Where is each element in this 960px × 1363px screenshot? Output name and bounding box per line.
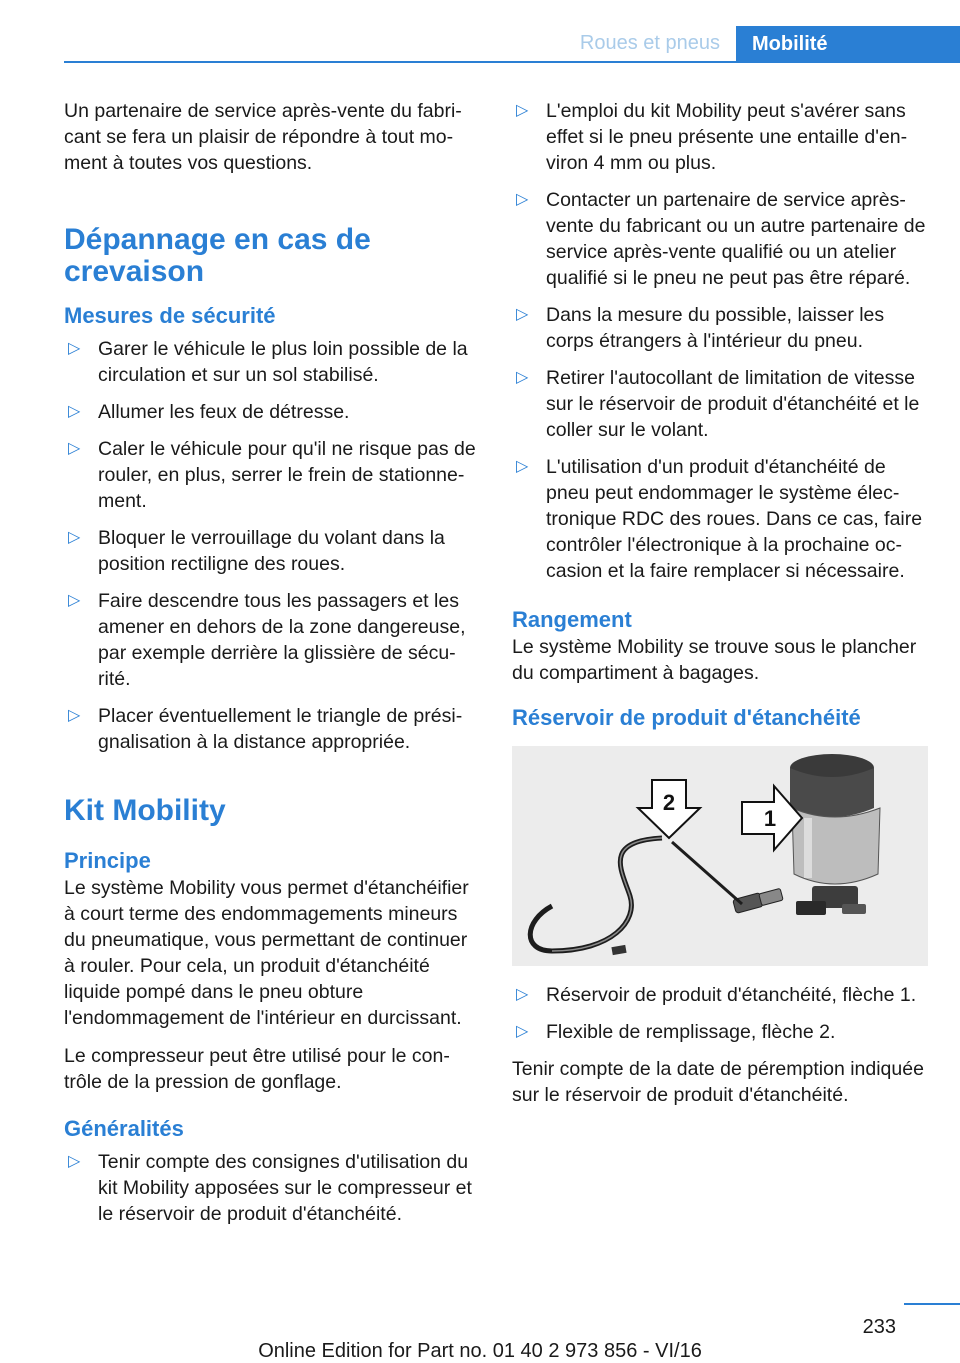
bullet-triangle-icon: ▷ <box>68 529 81 546</box>
principe-paragraph-2: Le compresseur peut être utilisé pour le contrôle de la pression de gonflage. <box>64 1045 450 1093</box>
page-number: 233 <box>862 1316 896 1338</box>
hose-connector-icon <box>672 842 783 913</box>
chapter-tab-mobilite[interactable]: Mobilité <box>736 26 960 62</box>
heading-kit-mobility: Kit Mobility <box>64 794 226 827</box>
list-item: ▷ Dans la mesure du possible, laisser les corps étrangers à l'intérieur du pneu. <box>516 304 885 352</box>
list-item: ▷ Tenir compte des consignes d'utilisation du kit Mobility apposées sur le compresseur et le réservoir de produit d'étanchéité. <box>68 1151 472 1225</box>
list-item: ▷ Caler le véhicule pour qu'il ne risque pas de rouler, en plus, serrer le frein de stationnement. <box>68 438 476 512</box>
bullet-triangle-icon: ▷ <box>516 458 529 475</box>
bullet-triangle-icon: ▷ <box>68 403 81 420</box>
bullet-triangle-icon: ▷ <box>68 1153 81 1170</box>
left-column <box>64 98 480 1238</box>
list-item: ▷ Réservoir de produit d'étanchéité, flèche 1. <box>516 984 917 1006</box>
heading-depannage: Dépannage en cas de crevaison <box>64 223 371 288</box>
arrow-1-label: 1 <box>763 806 777 831</box>
reservoir-bottle-icon <box>790 754 880 915</box>
running-header <box>0 0 960 62</box>
heading-mesures-securite: Mesures de sécurité <box>64 303 276 328</box>
bullet-triangle-icon: ▷ <box>516 1023 529 1040</box>
sealant-reservoir-figure <box>512 746 928 966</box>
list-item: ▷ Allumer les feux de détresse. <box>68 401 350 423</box>
heading-reservoir: Réservoir de produit d'étanchéité <box>512 705 861 730</box>
chapter-tab-roues-et-pneus[interactable]: Roues et pneus <box>579 32 720 54</box>
sealant-kit-illustration <box>512 746 928 966</box>
bullet-triangle-icon: ▷ <box>516 369 529 386</box>
securite-list <box>64 336 480 755</box>
bullet-triangle-icon: ▷ <box>68 707 81 724</box>
rangement-paragraph: Le système Mobility se trouve sous le plancher du compartiment à bagages. <box>512 636 917 684</box>
generalites-list <box>64 1149 480 1227</box>
arrow-2-label: 2 <box>662 790 676 815</box>
arrow-2-icon <box>638 780 700 838</box>
principe-paragraph-1: Le système Mobility vous permet d'étanchéifier à court terme des endommagements mineurs du pneumatique, vous permettant de continuer à rouler. Pour cela, un produit d'étanchéité liquide pompé dans le pneu obture l'endommagement de l'intérieur en durcissant. <box>64 877 469 1029</box>
bullet-triangle-icon: ▷ <box>68 592 81 609</box>
list-item: ▷ Faire descendre tous les passagers et les amener en dehors de la zone dangereuse, par exemple derrière la glissière de sécurité. <box>68 590 466 690</box>
heading-generalites: Généralités <box>64 1116 184 1141</box>
bullet-triangle-icon: ▷ <box>68 440 81 457</box>
reservoir-list <box>512 982 928 1045</box>
list-item: ▷ Bloquer le verrouillage du volant dans la position rectiligne des roues. <box>68 527 445 575</box>
list-item: ▷ Flexible de remplissage, flèche 2. <box>516 1021 836 1043</box>
edition-footer: Online Edition for Part no. 01 40 2 973 856 - VI/16 <box>258 1340 702 1362</box>
hose-icon <box>530 838 662 951</box>
general-items-continued-list <box>512 98 928 584</box>
list-item: ▷ Placer éventuellement le triangle de présignalisation à la distance appropriée. <box>68 705 463 753</box>
footer-rule <box>904 1303 960 1305</box>
bullet-triangle-icon: ▷ <box>516 191 529 208</box>
list-item: ▷ L'emploi du kit Mobility peut s'avérer sans effet si le pneu présente une entaille d'environ 4 mm ou plus. <box>516 100 908 174</box>
list-item: ▷ Contacter un partenaire de service après-vente du fabricant ou un autre partenaire de service après-vente qualifié ou un atelier qualifié si le pneu ne peut pas être réparé. <box>516 189 926 289</box>
peremption-paragraph: Tenir compte de la date de péremption indiquée sur le réservoir de produit d'étanchéité. <box>512 1058 924 1106</box>
header-rule <box>64 61 960 63</box>
list-item: ▷ L'utilisation d'un produit d'étanchéité de pneu peut endommager le système électronique RDC des roues. Dans ce cas, faire contrôler l'électronique à la prochaine occasion et la faire remplacer si nécessaire. <box>516 456 923 582</box>
bullet-triangle-icon: ▷ <box>516 986 529 1003</box>
list-item: ▷ Retirer l'autocollant de limitation de vitesse sur le réservoir de produit d'étanchéité et le coller sur le volant. <box>516 367 920 441</box>
right-column <box>512 98 928 1120</box>
bullet-triangle-icon: ▷ <box>516 102 529 119</box>
heading-rangement: Rangement <box>512 607 632 632</box>
bullet-triangle-icon: ▷ <box>516 306 529 323</box>
list-item: ▷ Garer le véhicule le plus loin possible de la circulation et sur un sol stabilisé. <box>68 338 468 386</box>
intro-paragraph: Un partenaire de service après-vente du fabricant se fera un plaisir de répondre à tout moment à toutes vos questions. <box>64 100 462 174</box>
heading-principe: Principe <box>64 848 151 873</box>
bullet-triangle-icon: ▷ <box>68 340 81 357</box>
